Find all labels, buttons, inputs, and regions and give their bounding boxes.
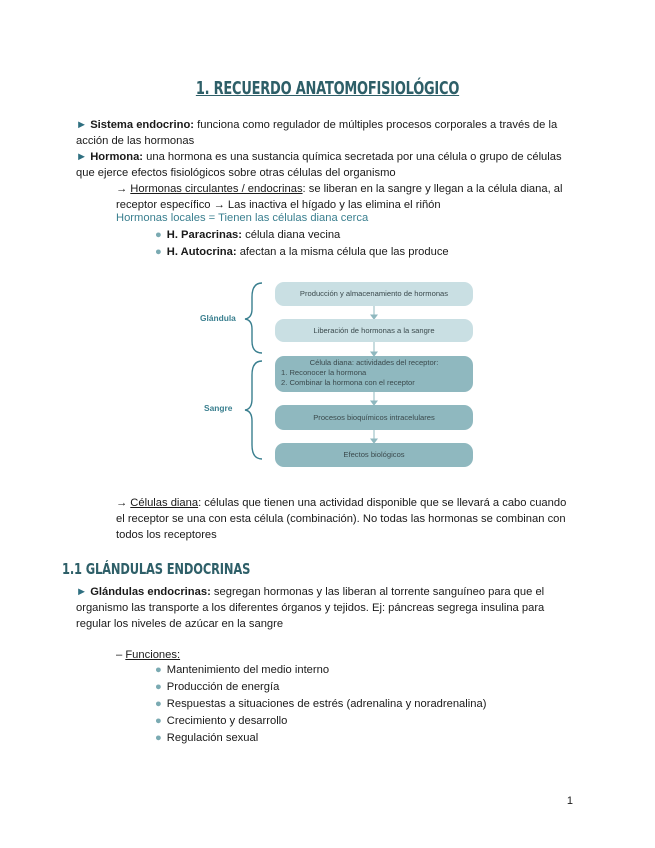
- paragraph-celulas-diana: [116, 495, 566, 543]
- box-efectos: Efectos biológicos: [275, 443, 473, 467]
- box-celula-diana: [275, 356, 473, 392]
- arrow-icon: →: [116, 183, 131, 195]
- bullet-icon: ●: [155, 229, 162, 241]
- list-item: [155, 662, 486, 678]
- term-hormona: Hormona:: [90, 151, 144, 163]
- sangre-brace-icon: [245, 361, 262, 459]
- paragraph-text-continued: regular los niveles de azúcar en la sangre: [76, 618, 284, 630]
- list-item-text: célula diana vecina: [242, 229, 341, 241]
- bullet-icon: ●: [155, 664, 162, 676]
- paragraph-text-continued: acción de las hormonas: [76, 135, 195, 147]
- page-number: 1: [566, 795, 573, 807]
- funciones-heading: [116, 647, 180, 663]
- paragraph-hormona: [76, 149, 562, 181]
- paragraph-text: segregan hormonas y las liberan al torrente sanguíneo para que el: [210, 586, 545, 598]
- list-item-text: Regulación sexual: [166, 732, 259, 744]
- page-title: 1. RECUERDO ANATOMOFISIOLÓGICO: [195, 78, 460, 99]
- list-item-text: Mantenimiento del medio interno: [166, 664, 330, 676]
- list-item-text: Respuestas a situaciones de estrés (adrenalina y noradrenalina): [166, 698, 487, 710]
- term-celulas-diana: Células diana: [130, 497, 199, 509]
- label-sangre: Sangre: [204, 403, 233, 413]
- paragraph-text: una hormona es una sustancia química secretada por una célula o grupo de células: [143, 151, 562, 163]
- box-produccion: Producción y almacenamiento de hormonas: [275, 282, 473, 306]
- list-item: [155, 696, 486, 712]
- bullet-icon: ●: [155, 732, 162, 744]
- dash-icon: –: [116, 649, 126, 661]
- term-paracrinas: H. Paracrinas:: [166, 229, 243, 241]
- list-item: [155, 713, 486, 729]
- bullet-icon: ●: [155, 681, 162, 693]
- hormonas-locales-line: Hormonas locales = Tienen las células diana cerca: [116, 212, 369, 224]
- funciones-list: [155, 662, 486, 746]
- list-item: [155, 730, 486, 746]
- list-item-text: Producción de energía: [166, 681, 280, 693]
- list-item-text: afectan a la misma célula que las produce: [236, 246, 449, 258]
- section-title: 1.1 GLÁNDULAS ENDOCRINAS: [62, 560, 251, 578]
- paragraph-sistema-endocrino: [76, 117, 557, 149]
- box-procesos: Procesos bioquímicos intracelulares: [275, 405, 473, 430]
- paragraph-text: funciona como regulador de múltiples procesos corporales a través de la: [194, 119, 558, 131]
- list-item-paracrinas: [155, 227, 340, 243]
- paragraph-text-continued: organismo las transporte a los diferentes órganos y tejidos. Ej: páncreas segrega insulina para: [76, 602, 545, 614]
- funciones-label: Funciones:: [125, 649, 181, 661]
- box-celula-diana-step1: 1. Reconocer la hormona: [281, 368, 367, 377]
- paragraph-text-continued: el receptor se una con esta célula (combinación). No todas las hormonas se combinan con: [116, 513, 566, 525]
- term-sistema-endocrino: Sistema endocrino:: [90, 119, 195, 131]
- triangle-bullet-icon: ►: [76, 151, 88, 163]
- bullet-icon: ●: [155, 698, 162, 710]
- list-item: [155, 679, 486, 695]
- paragraph-glandulas-endocrinas: [76, 584, 544, 632]
- paragraph-text: : se liberan en la sangre y llegan a la célula diana, al: [302, 183, 563, 195]
- triangle-bullet-icon: ►: [76, 119, 88, 131]
- term-glandulas-endocrinas: Glándulas endocrinas:: [90, 586, 211, 598]
- term-autocrina: H. Autocrina:: [166, 246, 237, 258]
- box-celula-diana-step2: 2. Combinar la hormona con el receptor: [281, 378, 415, 387]
- bullet-icon: ●: [155, 715, 162, 727]
- arrow-icon: →: [116, 497, 131, 509]
- label-glandula: Glándula: [200, 313, 236, 323]
- paragraph-text-continued: receptor específico → Las inactiva el hígado y las elimina el riñón: [116, 199, 441, 211]
- list-item-text: Crecimiento y desarrollo: [166, 715, 288, 727]
- paragraph-hormonas-circulantes: [116, 181, 563, 213]
- glandula-brace-icon: [245, 283, 262, 353]
- paragraph-text-continued: todos los receptores: [116, 529, 217, 541]
- hormone-flow-diagram: [190, 275, 490, 470]
- paragraph-text: : células que tienen una actividad disponible que se llevará a cabo cuando: [198, 497, 567, 509]
- term-hormonas-circulantes: Hormonas circulantes / endocrinas: [130, 183, 303, 195]
- bullet-icon: ●: [155, 246, 162, 258]
- list-item-autocrina: [155, 244, 449, 260]
- box-celula-diana-title: Célula diana: actividades del receptor:: [309, 358, 439, 367]
- box-liberacion: Liberación de hormonas a la sangre: [275, 319, 473, 342]
- paragraph-text-continued: que ejerce efectos fisiológicos sobre otras células del organismo: [76, 167, 396, 179]
- triangle-bullet-icon: ►: [76, 586, 88, 598]
